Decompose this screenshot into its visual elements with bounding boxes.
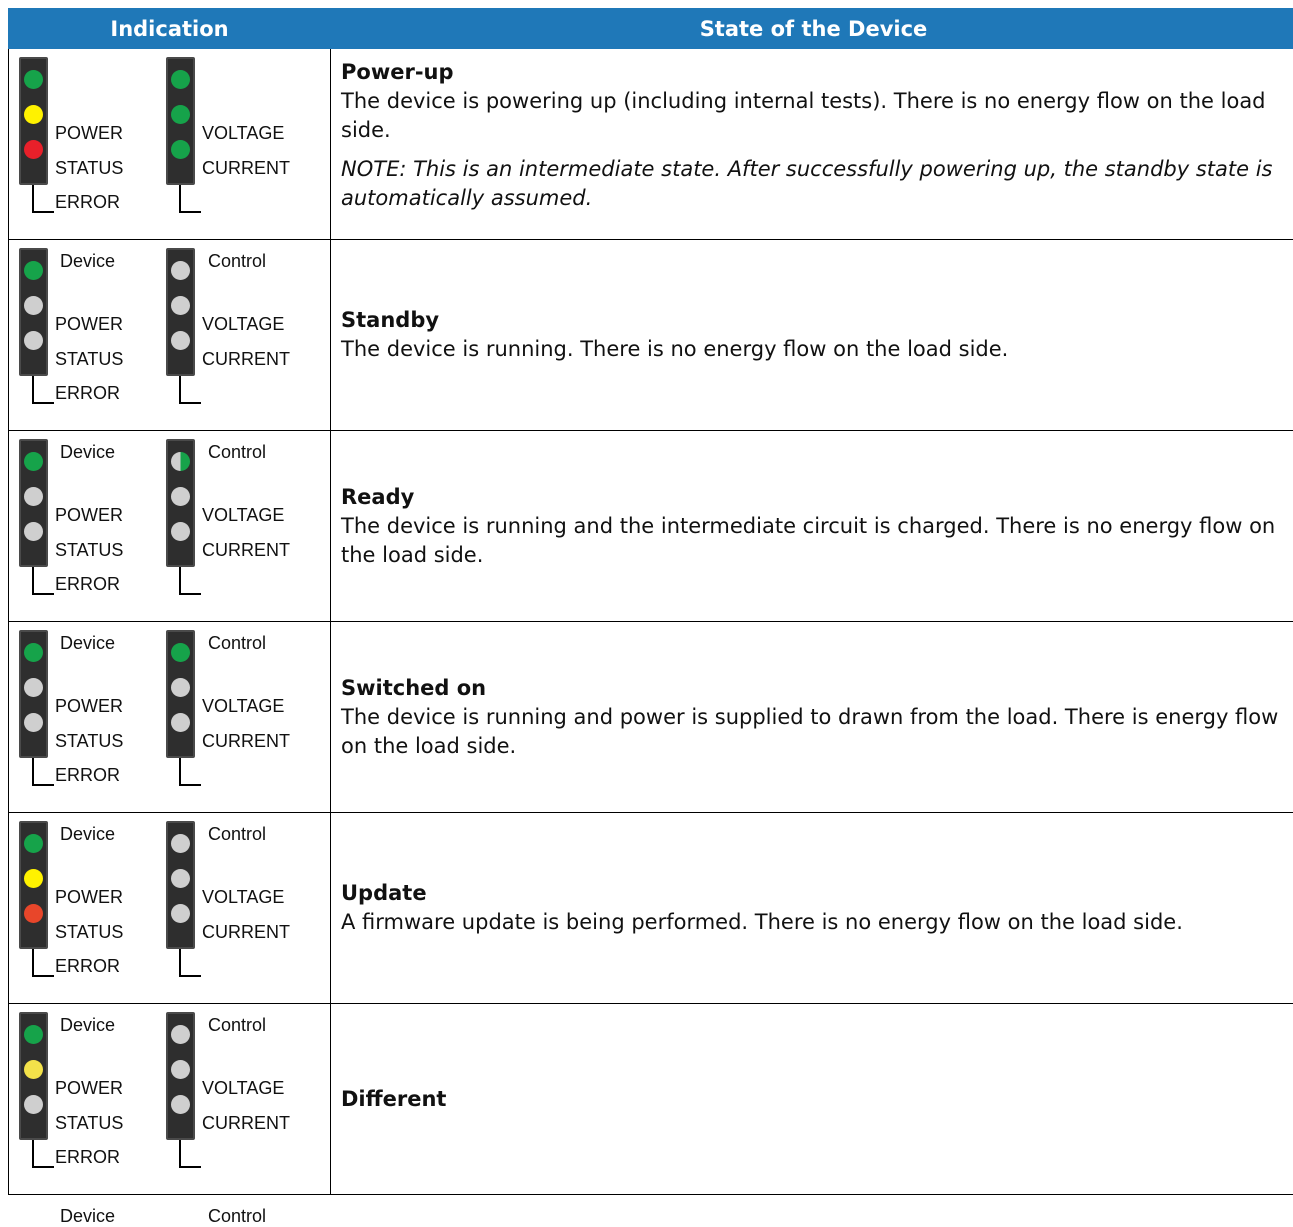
table-row-4 (9, 622, 1293, 813)
indication-cell (9, 1004, 331, 1195)
status-led (24, 487, 43, 506)
led-indication (9, 622, 331, 812)
status-led (24, 105, 43, 124)
state-cell (331, 240, 1293, 431)
led-indication (9, 240, 331, 430)
control-led-panel (166, 821, 195, 949)
table-row-1 (9, 49, 1293, 240)
state-title: Different (341, 1085, 1286, 1114)
control-leg-line (179, 185, 201, 213)
voltage-led (171, 70, 190, 89)
state-content (331, 240, 1293, 430)
control-led-panel (166, 1012, 195, 1140)
header-state: State of the Device (331, 9, 1293, 49)
state-description: The device is running. There is no energy flow on the load side. (341, 335, 1286, 364)
voltage-led (171, 643, 190, 662)
device-group-label: Device (60, 442, 115, 463)
control-led-panel (166, 630, 195, 758)
power-led (24, 643, 43, 662)
voltage-label: VOLTAGE (202, 123, 284, 144)
state-description: The device is powering up (including internal tests). There is no energy flow on the load side. (341, 87, 1286, 145)
current-led (171, 1060, 190, 1079)
device-led-panel (19, 439, 48, 567)
error-label: ERROR (55, 383, 120, 404)
error-led (24, 522, 43, 541)
device-leg-line (32, 949, 54, 977)
led-indication (9, 1004, 331, 1194)
control-led-3 (171, 522, 190, 541)
indication-cell (9, 240, 331, 431)
control-leg-line (179, 1140, 201, 1168)
power-led (24, 834, 43, 853)
device-led-panel (19, 248, 48, 376)
current-led (171, 105, 190, 124)
voltage-label: VOLTAGE (202, 314, 284, 335)
voltage-led (171, 261, 190, 280)
current-label: CURRENT (202, 158, 290, 179)
status-led (24, 869, 43, 888)
current-label: CURRENT (202, 922, 290, 943)
voltage-label: VOLTAGE (202, 696, 284, 717)
table-row-5 (9, 813, 1293, 1004)
current-label: CURRENT (202, 349, 290, 370)
indication-cell (9, 49, 331, 240)
state-content (331, 431, 1293, 621)
state-content (331, 1004, 1293, 1194)
status-label: STATUS (55, 922, 123, 943)
voltage-label: VOLTAGE (202, 1078, 284, 1099)
state-title: Power-up (341, 58, 1286, 87)
status-led (24, 296, 43, 315)
control-led-panel (166, 439, 195, 567)
device-leg-line (32, 758, 54, 786)
power-label: POWER (55, 123, 123, 144)
state-note: NOTE: This is an intermediate state. After successfully powering up, the standby state is automatically assumed. (341, 155, 1286, 213)
voltage-led (171, 834, 190, 853)
control-group-label: Control (208, 251, 266, 272)
state-title: Switched on (341, 674, 1286, 703)
control-group-label: Control (208, 442, 266, 463)
device-group-label: Device (60, 1206, 115, 1227)
device-led-panel (19, 821, 48, 949)
status-led (24, 1060, 43, 1079)
device-state-table (8, 8, 1293, 1195)
indication-cell (9, 431, 331, 622)
control-led-panel (166, 57, 195, 185)
current-led (171, 678, 190, 697)
control-leg-line (179, 567, 201, 595)
control-group-label: Control (208, 1015, 266, 1036)
device-leg-line (32, 1140, 54, 1168)
control-leg-line (179, 376, 201, 404)
state-description: A firmware update is being performed. There is no energy flow on the load side. (341, 908, 1286, 937)
power-led (24, 261, 43, 280)
status-label: STATUS (55, 731, 123, 752)
control-led-3 (171, 713, 190, 732)
table-header (9, 9, 1293, 49)
voltage-label: VOLTAGE (202, 887, 284, 908)
error-label: ERROR (55, 765, 120, 786)
power-label: POWER (55, 505, 123, 526)
power-label: POWER (55, 887, 123, 908)
current-label: CURRENT (202, 731, 290, 752)
device-leg-line (32, 567, 54, 595)
current-led (171, 296, 190, 315)
state-cell (331, 431, 1293, 622)
state-title: Ready (341, 483, 1286, 512)
led-indication (9, 49, 331, 239)
power-label: POWER (55, 314, 123, 335)
power-led (24, 70, 43, 89)
device-leg-line (32, 185, 54, 213)
state-title: Update (341, 879, 1286, 908)
led-indication (9, 813, 331, 1003)
state-content (331, 49, 1293, 239)
device-group-label: Device (60, 1015, 115, 1036)
power-led (24, 1025, 43, 1044)
error-led (24, 904, 43, 923)
power-led (24, 452, 43, 471)
status-led (24, 678, 43, 697)
status-label: STATUS (55, 158, 123, 179)
led-indication (9, 431, 331, 621)
status-label: STATUS (55, 1113, 123, 1134)
device-led-panel (19, 57, 48, 185)
state-title: Standby (341, 306, 1286, 335)
control-led-3 (171, 904, 190, 923)
header-indication: Indication (9, 9, 331, 49)
error-label: ERROR (55, 574, 120, 595)
control-group-label: Control (208, 633, 266, 654)
error-led (24, 140, 43, 159)
indication-cell (9, 622, 331, 813)
error-led (24, 713, 43, 732)
state-content (331, 813, 1293, 1003)
control-leg-line (179, 758, 201, 786)
control-led-3 (171, 331, 190, 350)
state-cell (331, 49, 1293, 240)
device-led-panel (19, 1012, 48, 1140)
error-led (24, 1095, 43, 1114)
error-label: ERROR (55, 956, 120, 977)
device-led-panel (19, 630, 48, 758)
voltage-led (171, 1025, 190, 1044)
device-group-label: Device (60, 251, 115, 272)
state-cell (331, 813, 1293, 1004)
error-label: ERROR (55, 192, 120, 213)
state-cell (331, 622, 1293, 813)
current-led (171, 869, 190, 888)
control-group-label: Control (208, 824, 266, 845)
control-group-label: Control (208, 1206, 266, 1227)
current-label: CURRENT (202, 540, 290, 561)
status-label: STATUS (55, 349, 123, 370)
control-led-3 (171, 140, 190, 159)
state-content (331, 622, 1293, 812)
power-label: POWER (55, 1078, 123, 1099)
table-row-6 (9, 1004, 1293, 1195)
device-leg-line (32, 376, 54, 404)
state-description: The device is running and power is supplied to drawn from the load. There is energy flow on the load side. (341, 703, 1286, 761)
control-led-3 (171, 1095, 190, 1114)
voltage-led (171, 452, 190, 471)
table-row-3 (9, 431, 1293, 622)
device-group-label: Device (60, 633, 115, 654)
current-led (171, 487, 190, 506)
error-led (24, 331, 43, 350)
current-label: CURRENT (202, 1113, 290, 1134)
power-label: POWER (55, 696, 123, 717)
control-leg-line (179, 949, 201, 977)
indication-cell (9, 813, 331, 1004)
control-led-panel (166, 248, 195, 376)
table-row-2 (9, 240, 1293, 431)
voltage-label: VOLTAGE (202, 505, 284, 526)
state-cell (331, 1004, 1293, 1195)
error-label: ERROR (55, 1147, 120, 1168)
device-group-label: Device (60, 824, 115, 845)
status-label: STATUS (55, 540, 123, 561)
state-description: The device is running and the intermediate circuit is charged. There is no energy flow on the load side. (341, 512, 1286, 570)
